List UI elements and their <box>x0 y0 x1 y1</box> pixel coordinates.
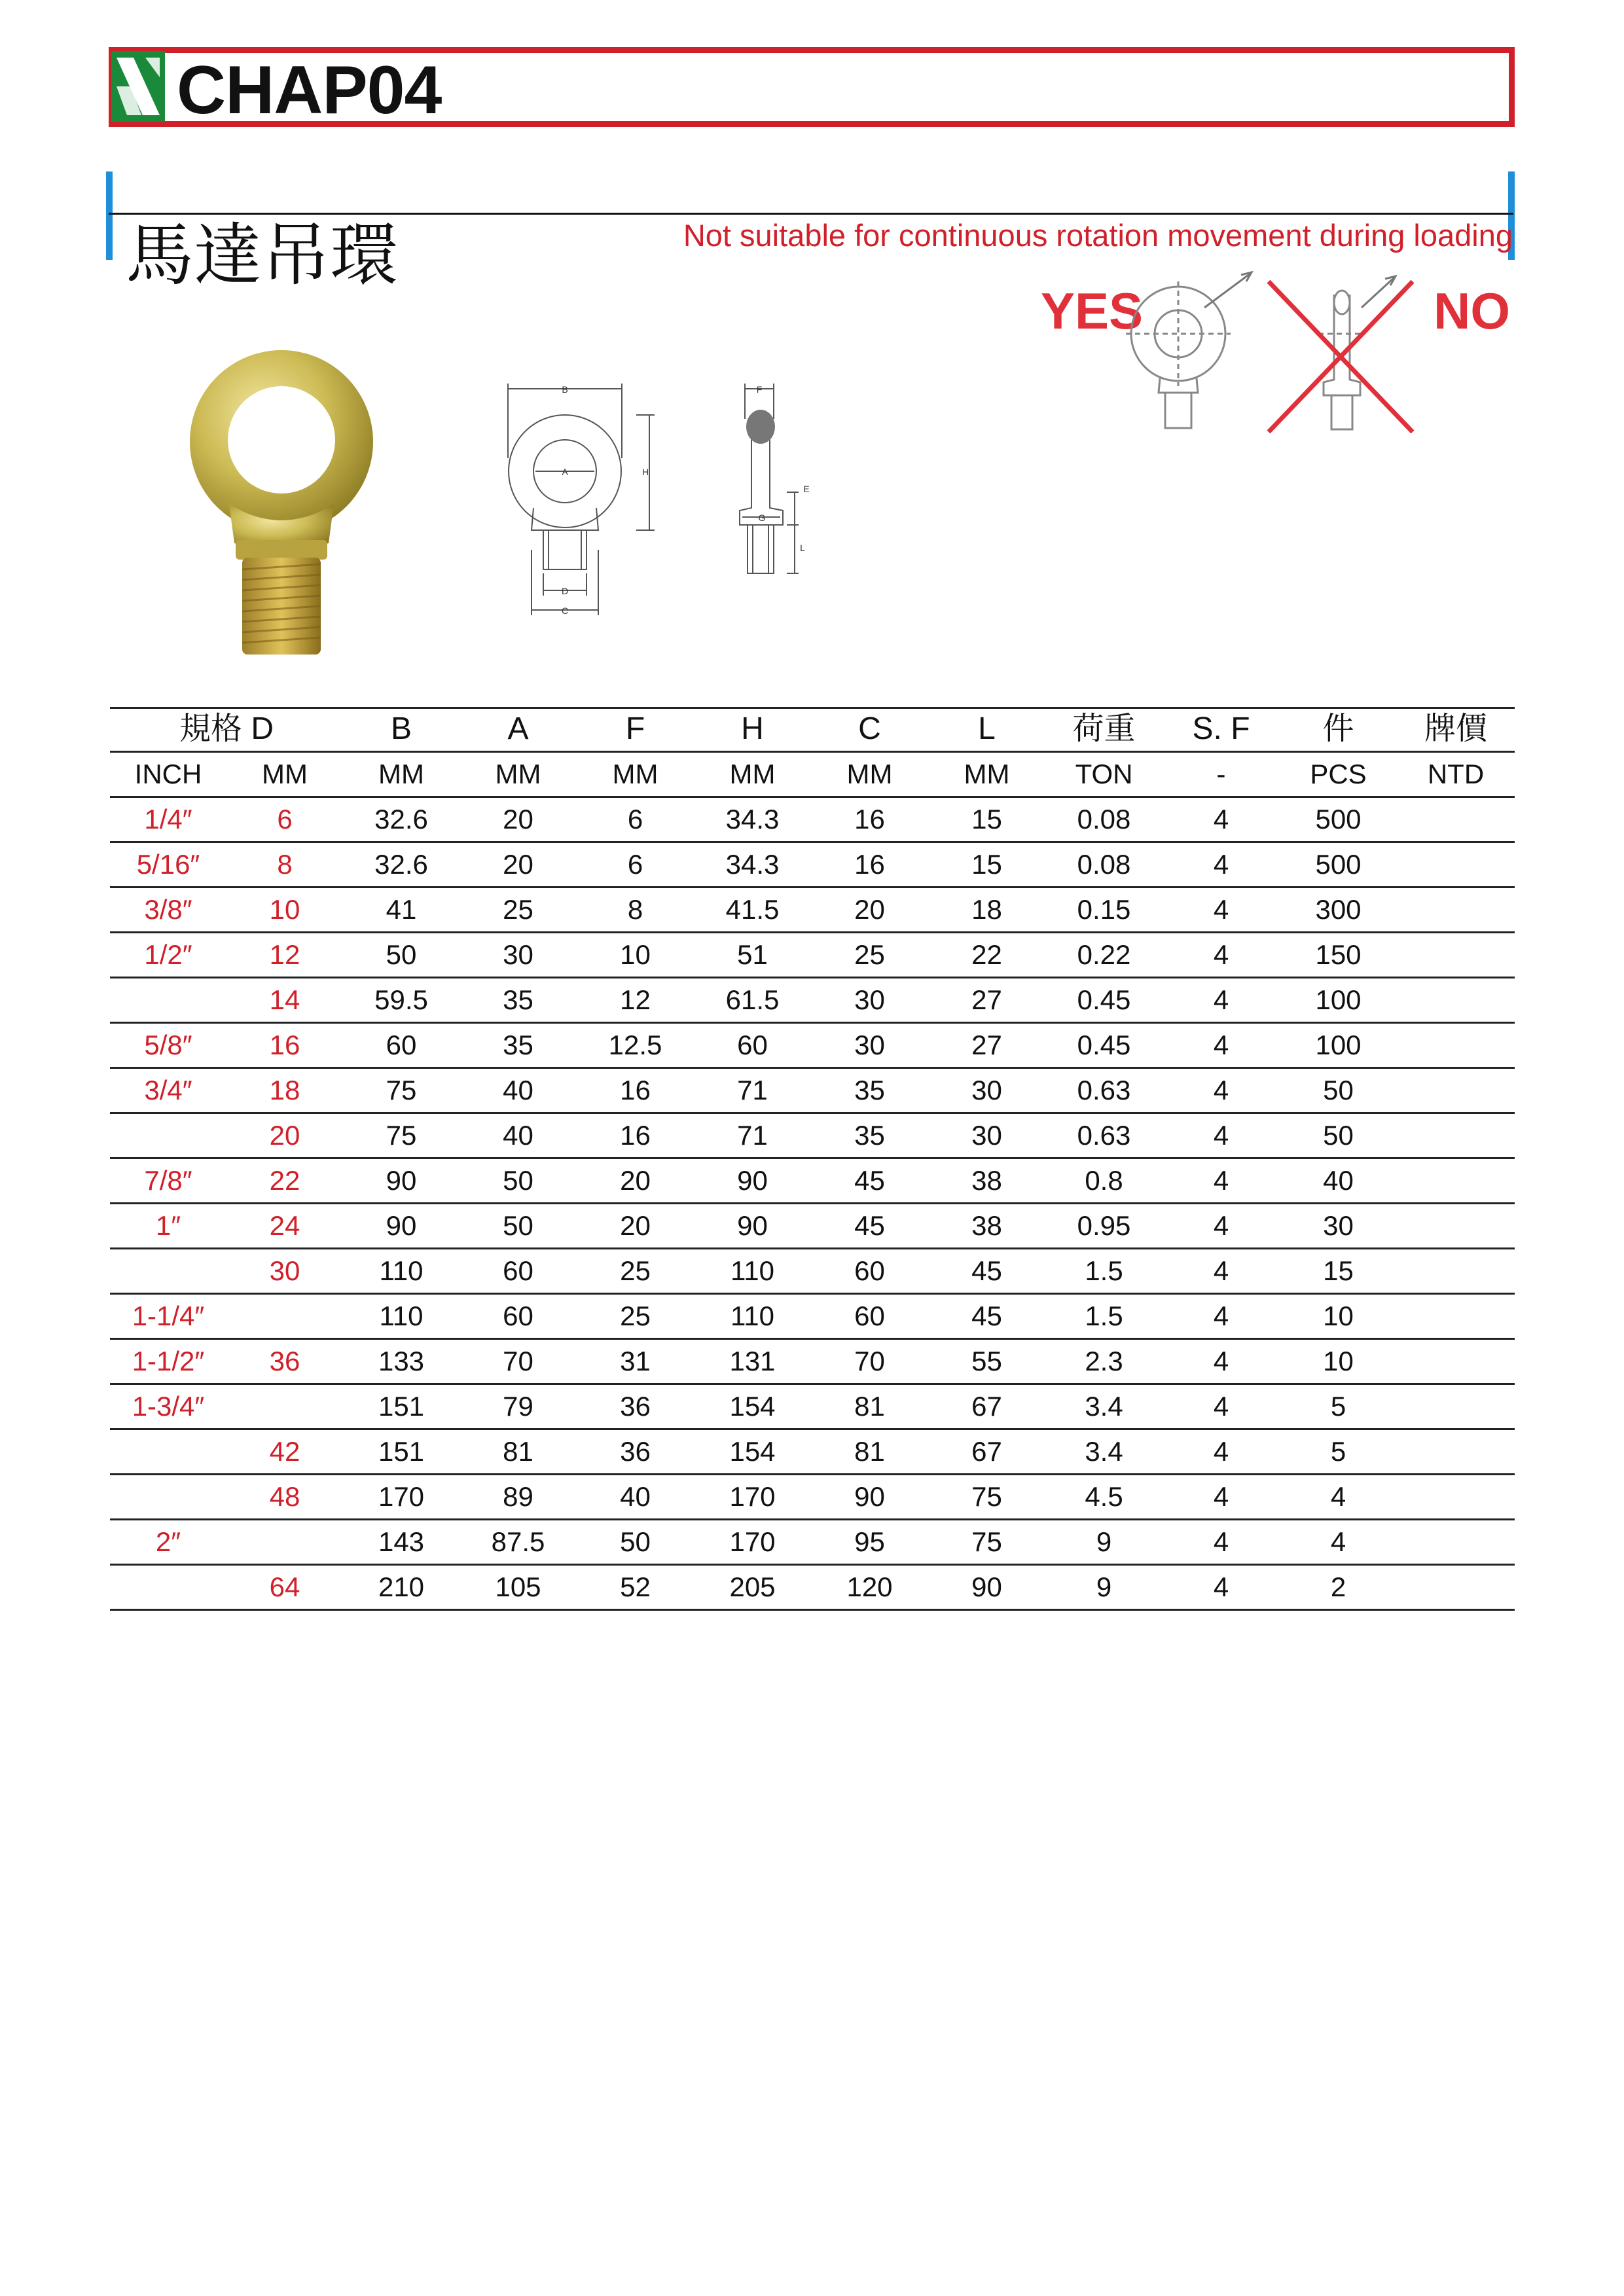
size-mm-cell: 36 <box>226 1339 343 1384</box>
table-cell: 4 <box>1163 1023 1280 1068</box>
label-E: E <box>803 484 810 494</box>
table-cell: 15 <box>928 842 1045 888</box>
table-cell: 151 <box>343 1384 460 1429</box>
table-cell: 20 <box>460 797 577 842</box>
table-cell: 67 <box>928 1429 1045 1475</box>
table-cell: 32.6 <box>343 797 460 842</box>
size-mm-cell: 42 <box>226 1429 343 1475</box>
label-C: C <box>561 605 569 616</box>
table-cell: 30 <box>811 978 928 1023</box>
table-cell: 50 <box>460 1204 577 1249</box>
table-cell: 61.5 <box>694 978 811 1023</box>
size-inch-cell: 5/16″ <box>110 842 226 888</box>
table-cell: 41.5 <box>694 888 811 933</box>
size-mm-cell: 24 <box>226 1204 343 1249</box>
table-cell <box>1397 1158 1515 1204</box>
table-row <box>110 933 1515 978</box>
label-B: B <box>562 384 568 395</box>
table-cell: 59.5 <box>343 978 460 1023</box>
table-cell: 5 <box>1280 1429 1397 1475</box>
size-inch-cell: 1/2″ <box>110 933 226 978</box>
unit-header: - <box>1163 752 1280 797</box>
front-view-drawing <box>497 380 668 628</box>
table-cell: 35 <box>811 1068 928 1113</box>
col-header: F <box>577 708 694 752</box>
table-cell: 89 <box>460 1475 577 1520</box>
table-cell <box>1397 1113 1515 1158</box>
table-cell: 500 <box>1280 842 1397 888</box>
table-cell: 67 <box>928 1384 1045 1429</box>
table-cell <box>1397 842 1515 888</box>
table-cell: 45 <box>928 1294 1045 1339</box>
size-mm-cell: 22 <box>226 1158 343 1204</box>
label-L: L <box>800 543 805 553</box>
table-cell: 60 <box>694 1023 811 1068</box>
table-cell: 110 <box>343 1294 460 1339</box>
table-cell: 0.08 <box>1045 797 1163 842</box>
table-cell: 90 <box>343 1204 460 1249</box>
table-cell: 36 <box>577 1429 694 1475</box>
table-cell: 170 <box>694 1520 811 1565</box>
table-cell: 25 <box>811 933 928 978</box>
table-cell: 95 <box>811 1520 928 1565</box>
no-label: NO <box>1434 282 1510 340</box>
table-cell: 0.45 <box>1045 1023 1163 1068</box>
table-cell <box>1397 797 1515 842</box>
col-header: 荷重 <box>1045 708 1163 752</box>
table-cell: 20 <box>577 1158 694 1204</box>
table-cell: 0.22 <box>1045 933 1163 978</box>
table-cell: 4 <box>1163 1204 1280 1249</box>
table-cell: 60 <box>811 1294 928 1339</box>
unit-header: MM <box>928 752 1045 797</box>
table-cell: 60 <box>460 1294 577 1339</box>
table-cell: 5 <box>1280 1384 1397 1429</box>
table-row <box>110 1429 1515 1475</box>
table-cell: 143 <box>343 1520 460 1565</box>
size-inch-cell: 2″ <box>110 1520 226 1565</box>
table-cell: 105 <box>460 1565 577 1610</box>
table-cell: 25 <box>460 888 577 933</box>
label-H: H <box>641 467 649 477</box>
table-cell: 30 <box>1280 1204 1397 1249</box>
table-cell: 6 <box>577 797 694 842</box>
col-header: H <box>694 708 811 752</box>
left-accent-bar <box>106 171 113 260</box>
table-cell <box>1397 1429 1515 1475</box>
size-mm-cell: 14 <box>226 978 343 1023</box>
size-mm-cell: 6 <box>226 797 343 842</box>
table-cell: 300 <box>1280 888 1397 933</box>
table-cell: 3.4 <box>1045 1384 1163 1429</box>
table-cell <box>1397 888 1515 933</box>
table-cell <box>1397 1384 1515 1429</box>
unit-header: MM <box>460 752 577 797</box>
table-cell: 210 <box>343 1565 460 1610</box>
size-inch-cell: 7/8″ <box>110 1158 226 1204</box>
table-cell: 4 <box>1163 1475 1280 1520</box>
table-cell: 34.3 <box>694 842 811 888</box>
table-cell: 27 <box>928 978 1045 1023</box>
label-F: F <box>756 384 763 395</box>
table-cell <box>1397 1339 1515 1384</box>
table-cell: 60 <box>343 1023 460 1068</box>
table-cell: 154 <box>694 1429 811 1475</box>
header-row-primary <box>110 708 1515 752</box>
page-title: 馬達吊環 <box>126 215 399 295</box>
brand-logo-icon <box>111 51 165 122</box>
table-cell: 51 <box>694 933 811 978</box>
table-cell: 45 <box>928 1249 1045 1294</box>
table-cell: 38 <box>928 1158 1045 1204</box>
table-cell: 20 <box>811 888 928 933</box>
table-cell: 30 <box>811 1023 928 1068</box>
table-cell: 10 <box>1280 1339 1397 1384</box>
table-cell: 110 <box>343 1249 460 1294</box>
col-header: S. F <box>1163 708 1280 752</box>
no-orientation-icon <box>1263 268 1420 439</box>
unit-header: MM <box>343 752 460 797</box>
size-inch-cell: 1-1/2″ <box>110 1339 226 1384</box>
size-mm-cell: 30 <box>226 1249 343 1294</box>
table-cell <box>1397 1475 1515 1520</box>
table-cell <box>1397 1023 1515 1068</box>
table-cell: 0.63 <box>1045 1113 1163 1158</box>
table-cell: 30 <box>460 933 577 978</box>
table-cell: 79 <box>460 1384 577 1429</box>
size-inch-cell: 1-3/4″ <box>110 1384 226 1429</box>
table-cell: 16 <box>811 842 928 888</box>
table-cell: 15 <box>1280 1249 1397 1294</box>
table-row <box>110 1384 1515 1429</box>
table-cell: 4 <box>1163 1339 1280 1384</box>
table-cell: 12 <box>577 978 694 1023</box>
table-cell <box>1397 1249 1515 1294</box>
size-mm-cell: 64 <box>226 1565 343 1610</box>
size-mm-cell <box>226 1384 343 1429</box>
col-header: 件 <box>1280 708 1397 752</box>
table-cell: 4 <box>1163 1068 1280 1113</box>
table-cell: 4 <box>1163 1384 1280 1429</box>
unit-header: PCS <box>1280 752 1397 797</box>
table-cell: 40 <box>460 1068 577 1113</box>
table-cell <box>1397 978 1515 1023</box>
unit-header: MM <box>811 752 928 797</box>
table-cell: 90 <box>694 1158 811 1204</box>
table-cell: 50 <box>1280 1068 1397 1113</box>
table-cell: 81 <box>811 1429 928 1475</box>
unit-header: NTD <box>1397 752 1515 797</box>
table-cell: 90 <box>343 1158 460 1204</box>
size-mm-cell: 8 <box>226 842 343 888</box>
table-cell <box>1397 1565 1515 1610</box>
table-cell: 4 <box>1163 1294 1280 1339</box>
eye-bolt-photo <box>157 327 406 668</box>
table-cell: 4 <box>1163 1158 1280 1204</box>
table-cell: 75 <box>928 1475 1045 1520</box>
table-cell: 10 <box>577 933 694 978</box>
table-cell: 9 <box>1045 1565 1163 1610</box>
yes-label: YES <box>1041 282 1144 340</box>
table-cell: 70 <box>811 1339 928 1384</box>
table-cell: 81 <box>811 1384 928 1429</box>
size-mm-cell <box>226 1520 343 1565</box>
table-cell: 25 <box>577 1294 694 1339</box>
col-header: C <box>811 708 928 752</box>
table-cell: 90 <box>811 1475 928 1520</box>
size-inch-cell <box>110 1429 226 1475</box>
table-cell: 16 <box>811 797 928 842</box>
size-inch-cell <box>110 1565 226 1610</box>
unit-header: MM <box>226 752 343 797</box>
table-cell: 81 <box>460 1429 577 1475</box>
size-inch-cell <box>110 978 226 1023</box>
table-cell: 100 <box>1280 1023 1397 1068</box>
unit-header: MM <box>694 752 811 797</box>
table-cell: 4.5 <box>1045 1475 1163 1520</box>
table-cell: 10 <box>1280 1294 1397 1339</box>
col-header: 牌價 <box>1397 708 1515 752</box>
table-cell: 60 <box>460 1249 577 1294</box>
spec-table-body <box>110 797 1515 1610</box>
table-cell: 27 <box>928 1023 1045 1068</box>
table-cell: 0.63 <box>1045 1068 1163 1113</box>
yes-orientation-icon <box>1126 268 1270 439</box>
table-row <box>110 797 1515 842</box>
table-cell: 0.95 <box>1045 1204 1163 1249</box>
size-inch-cell <box>110 1113 226 1158</box>
table-cell: 41 <box>343 888 460 933</box>
table-cell: 50 <box>1280 1113 1397 1158</box>
table-cell: 90 <box>694 1204 811 1249</box>
table-cell: 36 <box>577 1384 694 1429</box>
size-mm-cell: 10 <box>226 888 343 933</box>
table-cell: 2.3 <box>1045 1339 1163 1384</box>
rotation-warning: Not suitable for continuous rotation movement during loading <box>683 218 1513 253</box>
table-cell: 500 <box>1280 797 1397 842</box>
table-cell: 4 <box>1163 978 1280 1023</box>
table-cell: 4 <box>1163 888 1280 933</box>
table-cell: 22 <box>928 933 1045 978</box>
table-cell: 32.6 <box>343 842 460 888</box>
table-cell: 1.5 <box>1045 1294 1163 1339</box>
table-cell: 16 <box>577 1068 694 1113</box>
table-cell: 45 <box>811 1204 928 1249</box>
table-cell: 131 <box>694 1339 811 1384</box>
table-cell: 3.4 <box>1045 1429 1163 1475</box>
table-cell: 70 <box>460 1339 577 1384</box>
col-header: A <box>460 708 577 752</box>
unit-header: TON <box>1045 752 1163 797</box>
table-cell: 71 <box>694 1113 811 1158</box>
table-cell: 0.8 <box>1045 1158 1163 1204</box>
table-cell: 100 <box>1280 978 1397 1023</box>
table-cell: 38 <box>928 1204 1045 1249</box>
table-cell: 31 <box>577 1339 694 1384</box>
table-cell: 4 <box>1163 797 1280 842</box>
col-header: L <box>928 708 1045 752</box>
table-cell: 170 <box>343 1475 460 1520</box>
unit-header: MM <box>577 752 694 797</box>
table-row <box>110 1204 1515 1249</box>
spec-table <box>110 707 1515 1611</box>
table-cell: 71 <box>694 1068 811 1113</box>
table-cell: 9 <box>1045 1520 1163 1565</box>
table-cell: 30 <box>928 1113 1045 1158</box>
table-cell: 75 <box>928 1520 1045 1565</box>
table-cell: 205 <box>694 1565 811 1610</box>
table-row <box>110 1520 1515 1565</box>
table-cell: 4 <box>1280 1520 1397 1565</box>
unit-header: INCH <box>110 752 226 797</box>
table-row <box>110 1249 1515 1294</box>
table-row <box>110 1068 1515 1113</box>
table-cell: 6 <box>577 842 694 888</box>
table-cell: 4 <box>1163 1520 1280 1565</box>
size-group-header: 規格 D <box>110 708 343 752</box>
table-cell: 35 <box>460 1023 577 1068</box>
table-cell: 0.08 <box>1045 842 1163 888</box>
table-row <box>110 842 1515 888</box>
size-inch-cell: 3/8″ <box>110 888 226 933</box>
size-inch-cell: 5/8″ <box>110 1023 226 1068</box>
table-row <box>110 1565 1515 1610</box>
table-cell: 2 <box>1280 1565 1397 1610</box>
table-cell: 4 <box>1163 1429 1280 1475</box>
table-cell: 75 <box>343 1113 460 1158</box>
table-cell: 20 <box>460 842 577 888</box>
table-cell: 50 <box>343 933 460 978</box>
size-mm-cell: 20 <box>226 1113 343 1158</box>
size-mm-cell: 16 <box>226 1023 343 1068</box>
table-row <box>110 1113 1515 1158</box>
table-cell: 50 <box>577 1520 694 1565</box>
size-inch-cell <box>110 1249 226 1294</box>
table-row <box>110 978 1515 1023</box>
table-row <box>110 888 1515 933</box>
table-cell: 75 <box>343 1068 460 1113</box>
size-mm-cell: 48 <box>226 1475 343 1520</box>
table-cell: 4 <box>1163 1565 1280 1610</box>
table-cell: 55 <box>928 1339 1045 1384</box>
label-A: A <box>562 467 568 477</box>
table-cell: 4 <box>1163 842 1280 888</box>
table-cell: 0.45 <box>1045 978 1163 1023</box>
label-D: D <box>561 586 569 596</box>
size-inch-cell: 1/4″ <box>110 797 226 842</box>
table-cell: 16 <box>577 1113 694 1158</box>
table-cell: 110 <box>694 1249 811 1294</box>
size-mm-cell: 12 <box>226 933 343 978</box>
table-cell: 20 <box>577 1204 694 1249</box>
table-cell <box>1397 1294 1515 1339</box>
table-cell: 8 <box>577 888 694 933</box>
table-cell: 170 <box>694 1475 811 1520</box>
table-cell: 25 <box>577 1249 694 1294</box>
table-cell: 34.3 <box>694 797 811 842</box>
table-cell: 110 <box>694 1294 811 1339</box>
header-row-units <box>110 752 1515 797</box>
table-cell: 30 <box>928 1068 1045 1113</box>
table-cell <box>1397 1204 1515 1249</box>
table-cell: 120 <box>811 1565 928 1610</box>
side-view-drawing <box>727 380 857 589</box>
table-row <box>110 1294 1515 1339</box>
size-mm-cell <box>226 1294 343 1339</box>
table-cell: 50 <box>460 1158 577 1204</box>
table-cell: 151 <box>343 1429 460 1475</box>
table-cell: 12.5 <box>577 1023 694 1068</box>
table-row <box>110 1475 1515 1520</box>
size-inch-cell: 1-1/4″ <box>110 1294 226 1339</box>
table-cell: 40 <box>1280 1158 1397 1204</box>
table-cell: 4 <box>1163 933 1280 978</box>
table-cell: 35 <box>811 1113 928 1158</box>
table-cell: 4 <box>1163 1113 1280 1158</box>
table-cell: 52 <box>577 1565 694 1610</box>
label-G: G <box>758 512 766 523</box>
table-cell: 0.15 <box>1045 888 1163 933</box>
table-row <box>110 1023 1515 1068</box>
table-cell: 154 <box>694 1384 811 1429</box>
size-inch-cell: 1″ <box>110 1204 226 1249</box>
table-cell: 4 <box>1163 1249 1280 1294</box>
table-cell: 18 <box>928 888 1045 933</box>
table-cell: 45 <box>811 1158 928 1204</box>
table-cell: 4 <box>1280 1475 1397 1520</box>
size-inch-cell: 3/4″ <box>110 1068 226 1113</box>
table-row <box>110 1339 1515 1384</box>
table-cell: 90 <box>928 1565 1045 1610</box>
chapter-title: CHAP04 <box>177 52 442 128</box>
table-cell: 87.5 <box>460 1520 577 1565</box>
table-cell: 60 <box>811 1249 928 1294</box>
table-cell: 133 <box>343 1339 460 1384</box>
table-cell: 40 <box>577 1475 694 1520</box>
table-cell: 40 <box>460 1113 577 1158</box>
table-row <box>110 1158 1515 1204</box>
table-cell: 15 <box>928 797 1045 842</box>
table-cell: 150 <box>1280 933 1397 978</box>
col-header: B <box>343 708 460 752</box>
table-cell <box>1397 1520 1515 1565</box>
table-cell <box>1397 933 1515 978</box>
size-inch-cell <box>110 1475 226 1520</box>
size-mm-cell: 18 <box>226 1068 343 1113</box>
table-cell: 35 <box>460 978 577 1023</box>
table-cell <box>1397 1068 1515 1113</box>
table-cell: 1.5 <box>1045 1249 1163 1294</box>
